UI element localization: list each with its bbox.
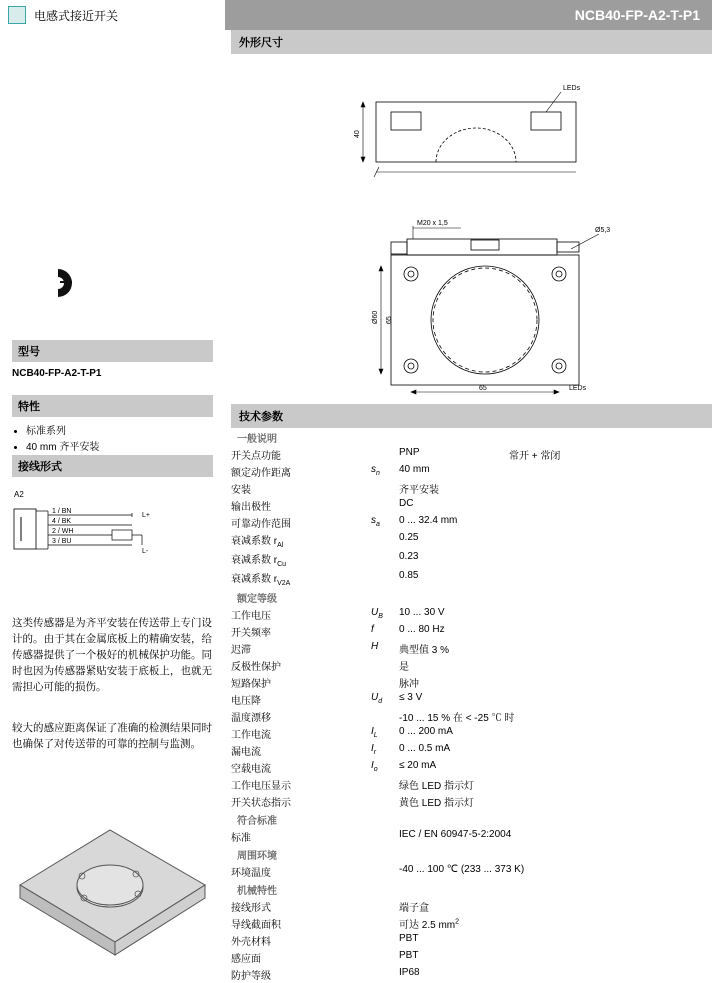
spec-value: PBT <box>399 950 419 961</box>
spec-label: 开关频率 <box>231 628 271 639</box>
spec-label: 工作电压 <box>231 611 271 622</box>
spec-label: 迟滞 <box>231 645 251 656</box>
model-section <box>12 340 213 387</box>
spec-value: 齐平安装 <box>399 485 439 496</box>
spec-symbol <box>371 569 399 588</box>
spec-table-mechanical <box>231 898 712 983</box>
spec-group-title: 周围环境 <box>237 851 277 862</box>
label-leds-top: LEDs <box>563 85 581 92</box>
spec-label: 开关状态指示 <box>231 798 291 809</box>
label-hole: Ø5,3 <box>595 227 611 234</box>
spec-group-title: 机械特性 <box>237 886 277 897</box>
model-value: NCB40-FP-A2-T-P1 <box>12 368 102 379</box>
spec-symbol: $s_a$ <box>371 515 380 528</box>
wiring-diagram-icon <box>12 485 212 595</box>
dimensions-section-title: 外形尺寸 <box>231 30 712 54</box>
table-row <box>231 776 712 793</box>
spec-table-ratings <box>231 606 712 810</box>
spec-label: 环境温度 <box>231 868 271 879</box>
spec-label: 反极性保护 <box>231 662 281 673</box>
spec-value: ≤ 3 V <box>399 692 423 703</box>
table-row <box>231 657 712 674</box>
spec-symbol <box>371 480 399 497</box>
spec-symbol <box>371 657 399 674</box>
description-paragraph-2: 较大的感应距离保证了准确的检测结果同时也确保了对传送带的可靠的控制与监测。 <box>12 722 212 750</box>
ce-logo-icon <box>28 265 88 301</box>
product-isometric-icon <box>10 790 215 960</box>
spec-symbol: $U_d$ <box>371 692 383 705</box>
svg-text:2 / WH: 2 / WH <box>52 528 74 535</box>
spec-symbol: H <box>371 641 379 652</box>
spec-value: PBT <box>399 933 419 944</box>
table-row <box>231 640 712 657</box>
wiring-section <box>12 455 213 477</box>
spec-value: -10 ... 15 % 在 < -25 ℃ 时 <box>399 713 515 724</box>
dimension-drawing-icon <box>231 54 712 402</box>
spec-label: 输出极性 <box>231 502 271 513</box>
spec-value: 0.23 <box>399 551 419 562</box>
table-row <box>231 898 712 915</box>
wiring-section-title: 接线形式 <box>12 455 213 477</box>
table-row <box>231 725 712 742</box>
spec-label: 工作电压显示 <box>231 781 291 792</box>
spec-symbol <box>371 550 399 569</box>
svg-text:L+: L+ <box>142 512 150 519</box>
spec-value: 40 mm <box>399 464 430 475</box>
spec-value: 脉冲 <box>399 679 419 690</box>
spec-symbol <box>371 674 399 691</box>
header-model: NCB40-FP-A2-T-P1 <box>574 7 700 23</box>
spec-value: 0 ... 0.5 mA <box>399 743 451 754</box>
spec-label: 接线形式 <box>231 903 271 914</box>
spec-extra <box>509 550 712 569</box>
specifications-section-title: 技术参数 <box>231 404 712 428</box>
table-row <box>231 531 712 550</box>
table-row <box>231 446 712 463</box>
table-row <box>231 497 712 514</box>
spec-symbol: $I_L$ <box>371 726 378 739</box>
spec-value: ≤ 20 mA <box>399 760 437 771</box>
spec-group-title: 额定等级 <box>237 594 277 605</box>
spec-symbol: $I_o$ <box>371 760 378 773</box>
spec-value: 0 ... 80 Hz <box>399 624 445 635</box>
description-paragraph-1: 这类传感器是为齐平安装在传送带上专门设计的。由于其在金属底板上的精确安装，给传感器提供了一个极好的机械保护功能。同时也因为传感器紧贴安装于底板上，也就无需担心可能的损伤。 <box>12 617 212 693</box>
list-item: • 标准系列 <box>26 422 213 437</box>
list-item: • 40 mm 齐平安装 <box>26 438 213 453</box>
svg-text:L-: L- <box>142 548 149 555</box>
spec-value: 10 ... 30 V <box>399 607 445 618</box>
spec-extra <box>509 569 712 588</box>
spec-label: 标准 <box>231 833 251 844</box>
features-section-title: 特性 <box>12 395 213 417</box>
spec-symbol <box>371 793 399 810</box>
spec-value: -40 ... 100 ℃ (233 ... 373 K) <box>399 864 525 875</box>
spec-value: 0.25 <box>399 532 419 543</box>
table-row <box>231 915 712 932</box>
label-65-horizontal: 65 <box>479 385 487 392</box>
table-row <box>231 863 712 880</box>
label-height-40: 40 <box>354 130 361 138</box>
spec-label: 温度漂移 <box>231 713 271 724</box>
spec-value: IP68 <box>399 967 420 978</box>
spec-label: 空载电流 <box>231 764 271 775</box>
spec-table-standards <box>231 828 712 845</box>
spec-symbol: $I_r$ <box>371 743 377 756</box>
features-list <box>12 422 213 453</box>
spec-label: 导线截面积 <box>231 920 281 931</box>
spec-extra: 常开 + 常闭 <box>509 451 561 462</box>
table-row <box>231 742 712 759</box>
table-row <box>231 480 712 497</box>
spec-label: 漏电流 <box>231 747 261 758</box>
svg-text:A2: A2 <box>14 490 24 499</box>
spec-label: 额定动作距离 <box>231 468 291 479</box>
left-column <box>0 30 225 936</box>
spec-value: 黄色 LED 指示灯 <box>399 798 475 809</box>
spec-group-title: 一般说明 <box>237 434 277 445</box>
spec-extra <box>509 463 712 480</box>
spec-symbol <box>371 497 399 514</box>
spec-value: 端子盒 <box>399 903 429 914</box>
spec-value: 0.85 <box>399 570 419 581</box>
spec-value: 0 ... 200 mA <box>399 726 453 737</box>
spec-symbol: f <box>371 624 374 635</box>
table-row <box>231 463 712 480</box>
spec-extra <box>509 480 712 497</box>
features-section <box>12 395 213 461</box>
label-thread: M20 x 1,5 <box>417 220 448 227</box>
table-row <box>231 793 712 810</box>
spec-label: 可靠动作范围 <box>231 519 291 530</box>
table-row <box>231 949 712 966</box>
spec-label: 工作电流 <box>231 730 271 741</box>
spec-value: IEC / EN 60947-5-2:2004 <box>399 829 512 840</box>
spec-label: 外壳材料 <box>231 937 271 948</box>
spec-value: PNP <box>399 447 420 458</box>
table-row <box>231 691 712 708</box>
spec-value: 绿色 LED 指示灯 <box>399 781 475 792</box>
label-dia60: Ø60 <box>372 310 379 324</box>
dimension-drawings <box>231 54 712 404</box>
spec-symbol <box>371 446 399 463</box>
header-left <box>0 0 225 30</box>
spec-value: 典型值 3 % <box>399 645 450 656</box>
table-row <box>231 759 712 776</box>
table-row <box>231 606 712 623</box>
spec-label: 衰减系数 $r_{Cu}$ <box>231 555 287 568</box>
table-row <box>231 708 712 725</box>
spec-label: 开关点功能 <box>231 451 281 462</box>
spec-value: 0 ... 32.4 mm <box>399 515 458 526</box>
spec-label: 衰减系数 $r_{Al}$ <box>231 536 284 549</box>
svg-text:4 / BK: 4 / BK <box>52 518 72 525</box>
spec-extra <box>509 497 712 514</box>
spec-symbol: $U_B$ <box>371 607 383 620</box>
spec-value: DC <box>399 498 414 509</box>
spec-extra <box>509 531 712 550</box>
spec-label: 电压降 <box>231 696 261 707</box>
wiring-diagram <box>12 485 212 595</box>
page-title: 电感式接近开关 <box>34 8 119 23</box>
spec-symbol <box>371 708 399 725</box>
spec-group-title: 符合标准 <box>237 816 277 827</box>
spec-label: 感应面 <box>231 954 261 965</box>
ce-mark <box>28 265 88 301</box>
spec-value: 是 <box>399 662 409 673</box>
spec-symbol <box>371 776 399 793</box>
sensor-square-icon <box>8 6 26 24</box>
spec-value: 可达 2.5 $mm^2$ <box>399 918 460 931</box>
spec-label: 短路保护 <box>231 679 271 690</box>
page-header <box>0 0 712 30</box>
spec-extra <box>509 514 712 531</box>
svg-text:3 / BU: 3 / BU <box>52 538 72 545</box>
product-illustration <box>10 790 215 960</box>
spec-label: 安装 <box>231 485 251 496</box>
spec-label: 衰减系数 $r_{V2A}$ <box>231 574 291 587</box>
label-leds-bottom: LEDs <box>569 385 587 392</box>
spec-table-ambient <box>231 863 712 880</box>
table-row <box>231 514 712 531</box>
spec-label: 防护等级 <box>231 971 271 982</box>
table-row <box>231 550 712 569</box>
svg-text:1 / BN: 1 / BN <box>52 508 72 515</box>
spec-table-general <box>231 446 712 588</box>
table-row <box>231 569 712 588</box>
spec-symbol: $s_n$ <box>371 464 380 477</box>
table-row <box>231 828 712 845</box>
right-column <box>231 30 712 982</box>
table-row <box>231 674 712 691</box>
table-row <box>231 966 712 983</box>
table-row <box>231 932 712 949</box>
label-65-vertical: 65 <box>386 316 393 324</box>
spec-symbol <box>371 531 399 550</box>
model-section-title: 型号 <box>12 340 213 362</box>
table-row <box>231 623 712 640</box>
